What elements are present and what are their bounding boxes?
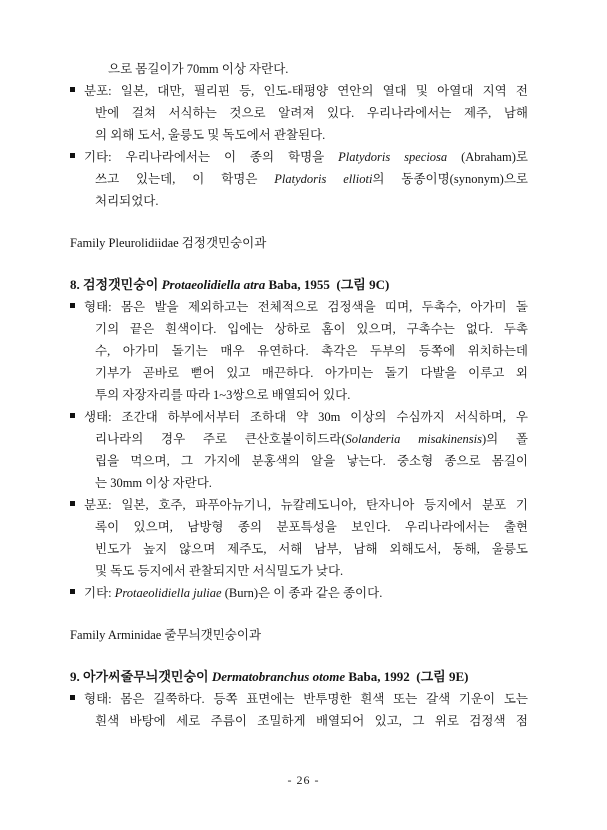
family-line [70,624,528,646]
text-line [70,384,528,406]
text-line [70,58,528,80]
text-segment: 처리되었다. [95,194,159,208]
species-heading [70,274,528,296]
text-segment: 생태: 조간대 하부에서부터 조하대 약 30m 이상의 수심까지 서식하며, 우 [84,410,528,424]
text-segment: Platydoris speciosa [338,150,448,164]
text-line [70,190,528,212]
bullet-item [70,582,528,604]
text-segment: 형태: 몸은 길쭉하다. 등쪽 표면에는 반투명한 흰색 또는 갈색 기운이 도는 [84,692,528,706]
text-segment: 분포: 일본, 대만, 필리핀 등, 인도-태평양 연안의 열대 및 아열대 지역 전 [84,84,528,98]
text-line [70,560,528,582]
text-segment: 빈도가 높지 않으며 제주도, 서해 남부, 남해 외해도서, 동해, 울릉도 [95,542,528,556]
text-line [70,428,528,450]
text-line [70,624,528,646]
text-segment: 수, 아가미 돌기는 매우 유연하다. 촉각은 두부의 등쪽에 위치하는데 [95,344,528,358]
text-line [70,710,528,732]
text-segment: 분포: 일본, 호주, 파푸아뉴기니, 뉴칼레도니아, 탄자니아 등지에서 분포 기 [84,498,528,512]
text-line [70,274,528,296]
text-segment: 으로 몸길이가 70mm 이상 자란다. [108,62,289,76]
text-line [70,362,528,384]
species-heading [70,666,528,688]
bullet-item [70,406,528,494]
text-segment: 9. 아가씨줄무늬갯민숭이 [70,669,212,684]
bullet-square-icon [70,303,75,308]
text-segment: (Abraham)로 [447,150,528,164]
text-line [70,80,528,102]
bullet-item [70,688,528,732]
text-line [70,450,528,472]
text-segment: Baba, 1992 (그림 9E) [345,669,469,684]
text-line [70,494,528,516]
text-segment: 의 동종이명(synonym)으로 [372,172,528,186]
text-segment: )의 폴 [481,432,528,446]
text-segment: Solanderia misakinensis [345,432,482,446]
text-segment: 리나라의 경우 주로 큰산호붙이히드라( [95,432,346,446]
text-segment: Family Pleurolidiidae 검정갯민숭이과 [70,236,267,250]
text-line [70,168,528,190]
text-segment: 립을 먹으며, 그 가지에 분홍색의 알을 낳는다. 중소형 종으로 몸길이 [95,454,528,468]
text-segment: 흰색 바탕에 세로 주름이 조밀하게 배열되어 있고, 그 위로 검정색 점 [95,714,528,728]
text-segment: 투의 자장자리를 따라 1~3쌍으로 배열되어 있다. [95,388,351,402]
text-segment: 록이 있으며, 남방형 종의 분포특성을 보인다. 우리나라에서는 출현 [95,520,528,534]
text-segment: 및 독도 등지에서 관찰되지만 서식밀도가 낮다. [95,564,344,578]
bullet-square-icon [70,695,75,700]
text-segment: 형태: 몸은 발을 제외하고는 전체적으로 검정색을 띠며, 두촉수, 아가미 돌 [84,300,528,314]
bullet-item [70,146,528,212]
text-segment: 기의 끝은 흰색이다. 입에는 상하로 홈이 있으며, 구촉수는 없다. 두촉 [95,322,528,336]
bullet-square-icon [70,153,75,158]
text-segment: 쓰고 있는데, 이 학명은 [95,172,275,186]
bullet-square-icon [70,413,75,418]
bullet-item [70,80,528,146]
continuation-line [70,58,528,80]
text-line [70,146,528,168]
text-segment: Protaeolidiella atra [161,277,266,292]
text-line [70,340,528,362]
text-line [70,666,528,688]
text-line [70,318,528,340]
text-segment: Baba, 1955 (그림 9C) [265,277,390,292]
text-line [70,406,528,428]
text-segment: 기타: 우리나라에서는 이 종의 학명을 [84,150,339,164]
text-line [70,296,528,318]
text-line [70,102,528,124]
text-line [70,516,528,538]
text-segment: 의 외해 도서, 울릉도 및 독도에서 관찰된다. [95,128,326,142]
text-segment: Protaeolidiella juliae [114,586,222,600]
page-number: - 26 - [287,773,320,787]
text-segment: Dermatobranchus otome [211,669,346,684]
bullet-square-icon [70,501,75,506]
text-line [70,688,528,710]
text-segment: 8. 검정갯민숭이 [70,277,162,292]
family-line [70,232,528,254]
text-segment: 는 30mm 이상 자란다. [95,476,212,490]
text-line [70,124,528,146]
bullet-item [70,494,528,582]
text-segment: (Burn)은 이 종과 같은 종이다. [221,586,383,600]
text-line [70,472,528,494]
bullet-square-icon [70,589,75,594]
text-segment: 기부가 곧바로 뻗어 있고 매끈하다. 아가미는 돌기 다발을 이루고 외 [95,366,528,380]
text-segment: Platydoris ellioti [274,172,373,186]
text-line [70,232,528,254]
text-line [70,582,528,604]
text-segment: 반에 걸쳐 서식하는 것으로 알려져 있다. 우리나라에서는 제주, 남해 [95,106,528,120]
text-segment: 기타: [84,586,115,600]
bullet-square-icon [70,87,75,92]
text-line [70,538,528,560]
bullet-item [70,296,528,406]
text-segment: Family Arminidae 줄무늬갯민숭이과 [70,628,262,642]
document-body [70,58,528,732]
